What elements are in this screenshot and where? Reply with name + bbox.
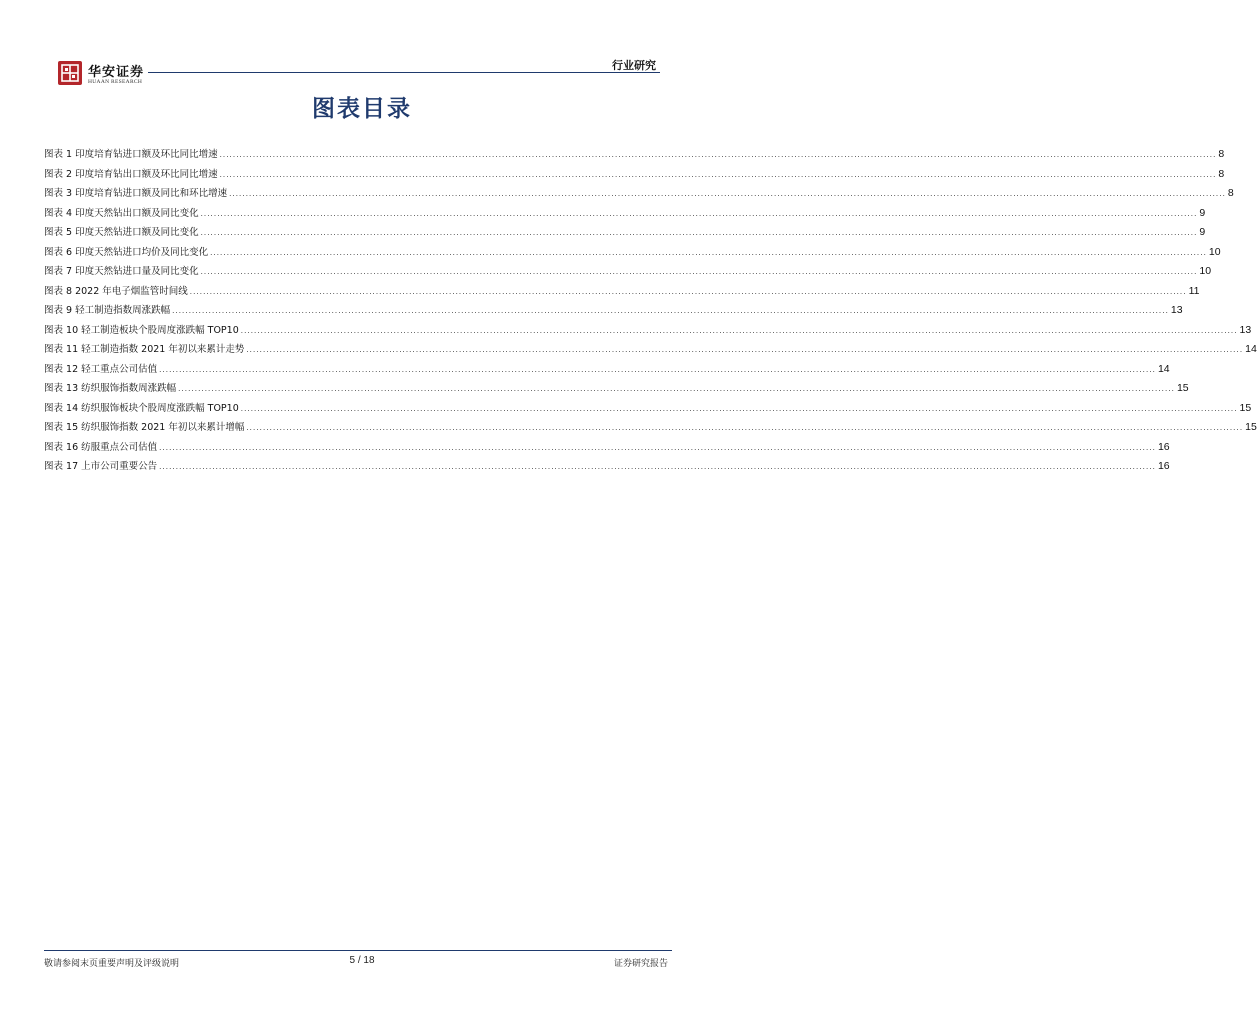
toc-entry-page: 10 <box>1199 265 1212 277</box>
report-type: 证券研究报告 <box>613 959 668 969</box>
toc-leader-dots: ............................................................................................................................................................................................................................................................................................................ <box>219 169 1217 179</box>
toc-entry[interactable] <box>44 361 1170 381</box>
toc-entry-label: 图表 8 2022 年电子烟监管时间线 <box>44 285 188 297</box>
toc-leader-dots: ............................................................................................................................................................................................................................................................................................................ <box>219 150 1217 159</box>
toc-entry-label: 图表 10 轻工制造板块个股周度涨跌幅 TOP10 <box>44 324 239 336</box>
toc-entry-label: 图表 4 印度天然钻出口额及同比变化 <box>44 207 199 219</box>
toc-entry-page: 16 <box>1157 440 1170 453</box>
toc-entry[interactable] <box>44 146 1225 166</box>
toc-entry-page: 9 <box>1199 226 1206 238</box>
toc-entry-page: 13 <box>1239 323 1252 336</box>
toc-entry[interactable] <box>44 341 1257 361</box>
page-number: 5 / 18 <box>349 955 375 966</box>
toc-leader-dots: ............................................................................................................................................................................................................................................................................................................ <box>240 403 1238 413</box>
toc-leader-dots: ............................................................................................................................................................................................................................................................................................................ <box>246 345 1244 354</box>
toc-entry-label: 图表 1 印度培育钻进口额及环比同比增速 <box>44 149 218 160</box>
toc-entry[interactable] <box>44 263 1212 283</box>
toc-entry-page: 16 <box>1157 460 1170 472</box>
toc-entry-page: 10 <box>1208 245 1221 258</box>
page-title: 图表目录 <box>312 96 412 122</box>
toc-leader-dots: ............................................................................................................................................................................................................................................................................................................ <box>172 306 1169 315</box>
toc-leader-dots: ............................................................................................................................................................................................................................................................................................................ <box>159 364 1156 374</box>
toc-entry-label: 图表 7 印度天然钻进口量及同比变化 <box>44 266 199 277</box>
toc-leader-dots: ............................................................................................................................................................................................................................................................................................................ <box>200 208 1198 218</box>
logo-emblem-icon <box>58 61 82 85</box>
toc-leader-dots: ............................................................................................................................................................................................................................................................................................................ <box>159 442 1156 452</box>
toc-leader-dots: ............................................................................................................................................................................................................................................................................................................ <box>246 423 1244 432</box>
toc-entry-page: 8 <box>1218 148 1225 160</box>
toc-entry-page: 13 <box>1170 304 1183 316</box>
brand-name-cn: 华安证券 <box>88 65 145 80</box>
toc-entry-page: 14 <box>1157 362 1170 375</box>
toc-entry-label: 图表 6 印度天然钻进口均价及同比变化 <box>44 246 209 258</box>
section-label: 行业研究 <box>612 59 656 72</box>
toc-leader-dots: ............................................................................................................................................................................................................................................................................................................ <box>189 286 1187 296</box>
toc-entry[interactable] <box>44 224 1206 244</box>
toc-entry[interactable] <box>44 185 1234 205</box>
toc-entry-page: 11 <box>1188 284 1200 297</box>
toc-entry-page: 8 <box>1218 167 1225 180</box>
toc-entry[interactable] <box>44 205 1206 225</box>
toc-entry[interactable] <box>44 166 1225 186</box>
footer-rule <box>44 950 672 951</box>
toc-leader-dots: ............................................................................................................................................................................................................................................................................................................ <box>240 325 1238 335</box>
toc-entry[interactable] <box>44 283 1200 303</box>
page-header <box>44 55 670 95</box>
toc-entry-page: 14 <box>1245 343 1257 355</box>
header-rule <box>148 72 660 73</box>
toc-entry[interactable] <box>44 400 1252 420</box>
toc-entry-label: 图表 2 印度培育钻出口额及环比同比增速 <box>44 168 218 180</box>
toc-entry[interactable] <box>44 380 1189 400</box>
toc-entry[interactable] <box>44 419 1257 439</box>
toc-entry-label: 图表 15 纺织服饰指数 2021 年初以来累计增幅 <box>44 422 245 433</box>
toc-leader-dots: ............................................................................................................................................................................................................................................................................................................ <box>200 267 1198 276</box>
toc-entry-label: 图表 3 印度培育钻进口额及同比和环比增速 <box>44 188 228 199</box>
toc-entry[interactable] <box>44 439 1170 459</box>
toc-entry-page: 15 <box>1245 421 1257 433</box>
toc-leader-dots: ............................................................................................................................................................................................................................................................................................................ <box>210 247 1207 257</box>
toc-entry-page: 8 <box>1227 187 1234 199</box>
toc-entry-page: 15 <box>1176 382 1189 394</box>
toc-entry[interactable] <box>44 302 1183 322</box>
brand-name-en: HUAAN RESEARCH <box>88 79 143 85</box>
toc-leader-dots: ............................................................................................................................................................................................................................................................................................................ <box>200 228 1198 237</box>
toc-entry-label: 图表 17 上市公司重要公告 <box>44 461 158 472</box>
toc-leader-dots: ............................................................................................................................................................................................................................................................................................................ <box>178 384 1175 393</box>
toc-entry-label: 图表 13 纺织服饰指数周涨跌幅 <box>44 383 177 394</box>
company-logo <box>58 61 82 85</box>
toc-entry-label: 图表 14 纺织服饰板块个股周度涨跌幅 TOP10 <box>44 402 239 414</box>
toc-entry[interactable] <box>44 458 1170 478</box>
toc-entry-page: 9 <box>1199 206 1206 219</box>
toc-entry-label: 图表 9 轻工制造指数周涨跌幅 <box>44 305 171 316</box>
toc-leader-dots: ............................................................................................................................................................................................................................................................................................................ <box>229 189 1226 198</box>
footer-disclaimer: 敬请参阅末页重要声明及评级说明 <box>44 959 180 969</box>
toc-entry-label: 图表 16 纺服重点公司估值 <box>44 441 158 453</box>
toc-entry-label: 图表 12 轻工重点公司估值 <box>44 363 158 375</box>
toc-leader-dots: ............................................................................................................................................................................................................................................................................................................ <box>159 462 1156 471</box>
toc-entry-page: 15 <box>1239 401 1252 414</box>
toc-entry-label: 图表 5 印度天然钻进口额及同比变化 <box>44 227 199 238</box>
toc-entry-label: 图表 11 轻工制造指数 2021 年初以来累计走势 <box>44 344 245 355</box>
table-of-figures <box>44 146 1257 478</box>
toc-entry[interactable] <box>44 322 1252 342</box>
toc-entry[interactable] <box>44 244 1221 264</box>
